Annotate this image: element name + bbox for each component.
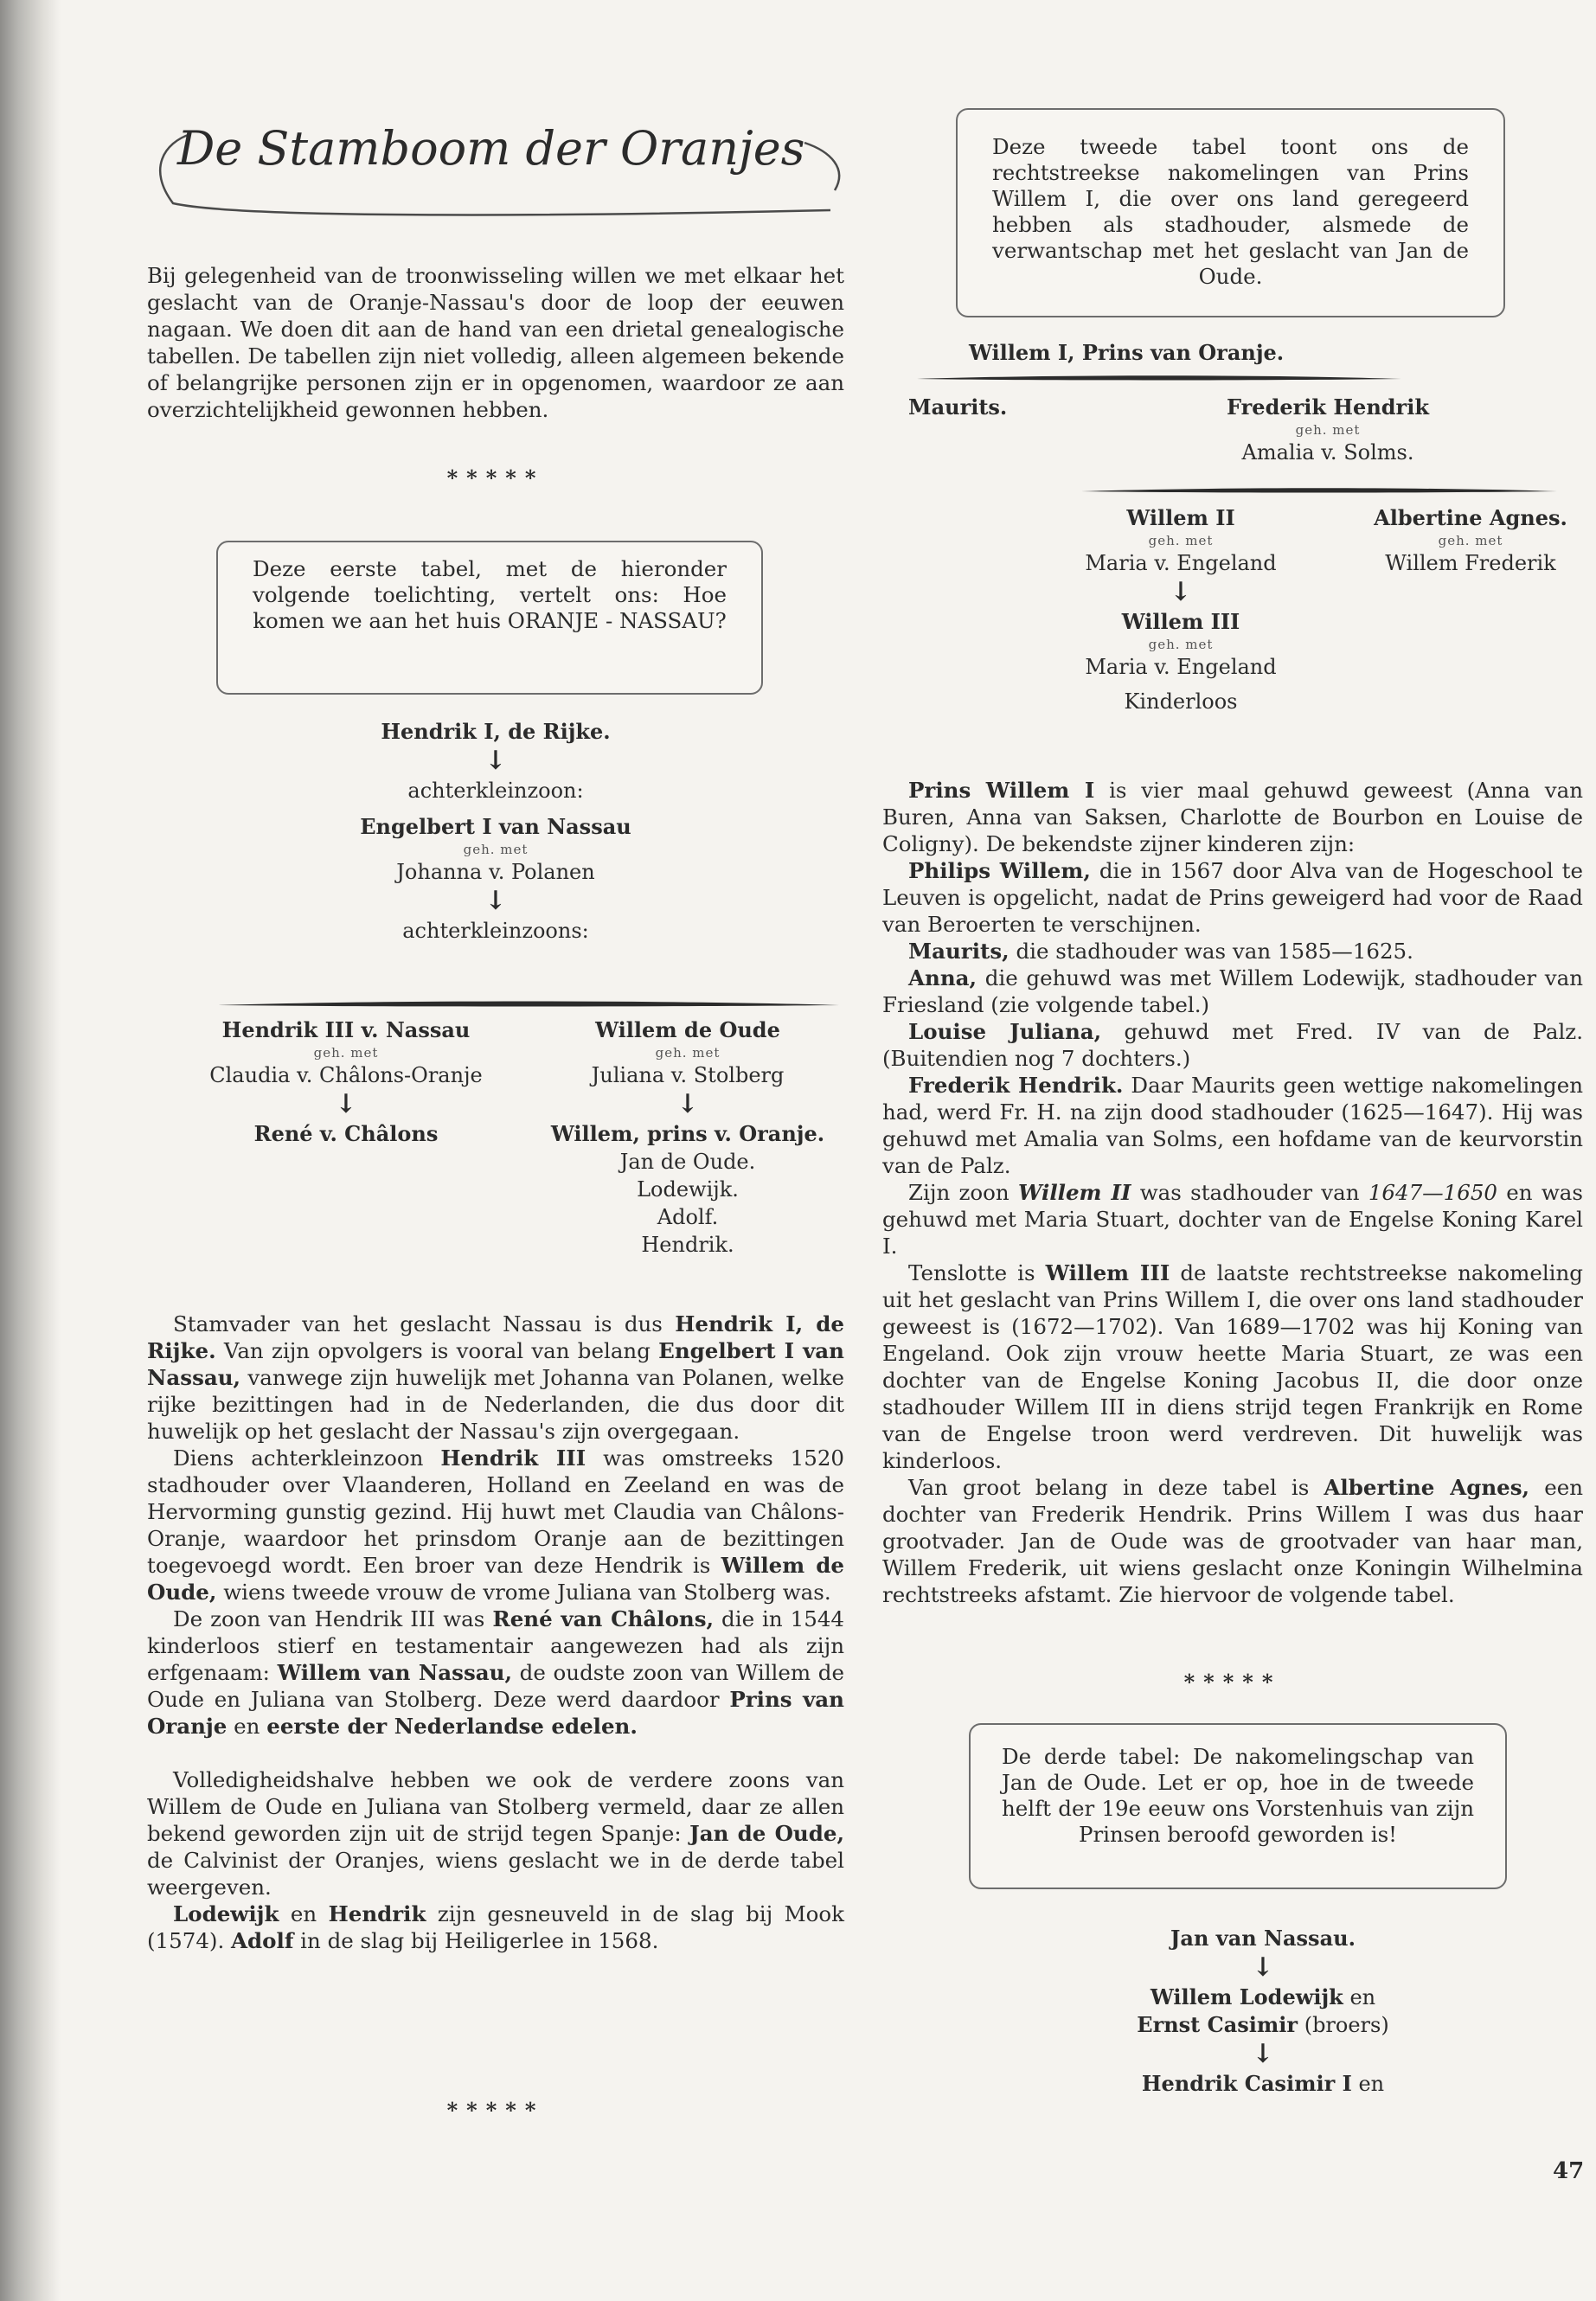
tree-table-1 — [147, 718, 844, 945]
kinderloos-label: Kinderloos — [1124, 689, 1238, 714]
right-body: Prins Willem I is vier maal gehuwd geweest (Anna van Buren, Anna van Saksen, Charlotte de Bourbon en Louise de Coligny). De bekendste zijner kinderen zijn: Philips Willem, die in 1567 door Alva van de Hogeschool te Leuven is opgelicht, nadat de Prins geweigerd had voor de Raad van Beroerten te verschijnen. Maurits, die stadhouder was van 1585—1625. Anna, die gehuwd was met Willem Lodewijk, stadhouder van Friesland (zie volgende tabel.) Louise Juliana, gehuwd met Fred. IV van de Palz. (Buitendien nog 7 dochters.) Frederik Hendrik. Daar Maurits geen wettige nakomelingen had, werd Fr. H. na zijn dood stadhouder (1625—1647). Hij was gehuwd met Amalia van Solms, een hofdame van de keurvorstin van de Palz. Zijn zoon Willem II was stadhouder van 1647—1650 en was gehuwd met Maria Stuart, dochter van de Engelse Koning Karel I. Tenslotte is Willem III de laatste rechtstreekse nakomeling uit het geslacht van Prins Willem I, die over ons land stadhouder geweest is (1672—1702). Van 1689—1702 was hij Koning van Engeland. Ook zijn vrouw heette Maria Stuart, ze was een dochter van de Engelse Koning Jacobus II, die door onze stadhouder Willem III in diens strijd tegen Frankrijk en Rome van de Engelse troon werd verdreven. Dit huwelijk was kinderloos. Van groot belang in deze tabel is Albertine Agnes, een dochter van Frederik Hendrik. Prins Willem I was dus haar grootvader. Jan de Oude was de grootvader van haar man, Willem Frederik, uit wiens geslacht onze Koningin Wilhelmina rechtstreeks afstamt. Zie hiervoor de volgende tabel. — [882, 778, 1584, 1607]
married-label: geh. met — [1148, 533, 1214, 548]
page-binding-shadow — [0, 0, 61, 2301]
left-body: Stamvader van het geslacht Nassau is dus Hendrik I, de Rijke. Van zijn opvolgers is vooral van belang Engelbert I van Nassau, vanwege zijn huwelijk met Johanna van Polanen, welke rijke bezittingen had in de Nederlanden, die dus door dit huwelijk op het geslacht der Nassau's zijn overgegaan. Diens achterkleinzoon Hendrik III was omstreeks 1520 stadhouder over Vlaanderen, Holland en Zeeland en was de Hervorming gunstig gezind. Hij huwt met Claudia van Châlons-Oranje, waardoor het prinsdom Oranje aan de bezittingen toegevoegd wordt. Een broer van deze Hendrik is Willem de Oude, wiens tweede vrouw de vrome Juliana van Stolberg was. De zoon van Hendrik III was René van Châlons, die in 1544 kinderloos stierf en testamentair aangewezen had als zijn erfgenaam: Willem van Nassau, de oudste zoon van Willem de Oude en Juliana van Stolberg. Deze werd daardoor Prins van Oranje en eerste der Nederlandse edelen. Volledigheidshalve hebben we ook de verdere zoons van Willem de Oude en Juliana van Stolberg vermeld, daar ze allen bekend geworden zijn uit de strijd tegen Spanje: Jan de Oude, de Calvinist der Oranjes, wiens geslacht we in de derde tabel weergeven. Lodewijk en Hendrik zijn gesneuveld in de slag bij Mook (1574). Adolf in de slag bij Heiligerlee in 1568. — [147, 1311, 844, 1953]
info-box-table-2: Deze tweede tabel toont ons de rechtstreekse nakomelingen van Prins Willem I, die over ons land geregeerd hebben als stadhouder, alsmede de verwantschap met het geslacht van Jan de Oude. — [956, 108, 1505, 317]
person-willem-prins: Willem, prins v. Oranje. — [550, 1121, 825, 1146]
tree-table-3 — [1099, 1925, 1427, 2098]
person-rene: René v. Châlons — [253, 1121, 439, 1146]
info-box-table-1: Deze eerste tabel, met de hieronder volgende toelichting, vertelt ons: Hoe komen we aan het huis ORANJE - NASSAU? — [216, 541, 763, 695]
conjunction: en — [1358, 2072, 1385, 2096]
person-frederik-hendrik: Frederik Hendrik — [1227, 394, 1429, 420]
broers-label: (broers) — [1304, 2013, 1389, 2037]
person-willem-2: Willem II — [1126, 505, 1235, 530]
spouse-johanna: Johanna v. Polanen — [396, 860, 595, 884]
arrow-down-icon: ↓ — [1252, 2039, 1274, 2069]
page-title: De Stamboom der Oranjes — [177, 121, 805, 176]
spouse-amalia: Amalia v. Solms. — [1241, 440, 1414, 465]
person-jan-nassau: Jan van Nassau. — [1170, 1926, 1356, 1951]
married-label: geh. met — [655, 1045, 721, 1061]
person-maurits: Maurits. — [908, 394, 1008, 420]
married-label: geh. met — [1438, 533, 1503, 548]
page-number: 47 — [1553, 2158, 1585, 2184]
conjunction: en — [1349, 1985, 1376, 2009]
relation-label: achterkleinzoon: — [407, 779, 584, 803]
separator: ***** — [446, 2098, 545, 2123]
arrow-down-icon: ↓ — [1252, 1952, 1274, 1983]
spouse-claudia: Claudia v. Châlons-Oranje — [209, 1063, 483, 1087]
arrow-down-icon: ↓ — [484, 746, 507, 776]
person-willem-3: Willem III — [1121, 609, 1240, 634]
married-label: geh. met — [313, 1045, 379, 1061]
person-albertine: Albertine Agnes. — [1374, 505, 1567, 530]
married-label: geh. met — [1295, 422, 1361, 438]
tree-branch-willem-oude — [523, 1016, 852, 1259]
tree-branch-albertine — [1354, 504, 1587, 577]
person-willem-lodewijk: Willem Lodewijk — [1150, 1984, 1343, 2009]
arrow-down-icon: ↓ — [1170, 577, 1192, 607]
spouse-willem-frederik: Willem Frederik — [1385, 551, 1556, 575]
separator: ***** — [446, 465, 545, 490]
person-engelbert: Engelbert I van Nassau — [360, 814, 631, 839]
arrow-down-icon: ↓ — [335, 1089, 357, 1119]
branch-swoosh — [917, 370, 1401, 386]
person-willem-oude: Willem de Oude — [595, 1017, 780, 1042]
child-hendrik: Hendrik. — [641, 1233, 734, 1257]
person-hendrik-1: Hendrik I, de Rijke. — [381, 719, 611, 744]
tree-branch-frederik — [1185, 394, 1471, 466]
relation-label: achterkleinzoons: — [402, 919, 589, 943]
child-adolf: Adolf. — [657, 1205, 719, 1229]
person-hendrik-casimir: Hendrik Casimir I — [1141, 2071, 1352, 2096]
child-lodewijk: Lodewijk. — [637, 1177, 739, 1202]
tree-branch-hendrik3 — [169, 1016, 523, 1148]
person-ernst-casimir: Ernst Casimir — [1137, 2012, 1298, 2037]
married-label: geh. met — [463, 842, 529, 857]
intro-paragraph: Bij gelegenheid van de troonwisseling willen we met elkaar het geslacht van de Oranje-Nassau's door de loop der eeuwen nagaan. We doen dit aan de hand van een drietal genealogische tabellen. De tabellen zijn niet volledig, alleen algemeen bekende of belangrijke personen zijn er in opgenomen, waardoor ze aan overzichtelijkheid gewonnen hebben. — [147, 263, 844, 422]
info-box-table-3: De derde tabel: De nakomelingschap van Jan de Oude. Let er op, hoe in de tweede helft der 19e eeuw ons Vorstenhuis van zijn Prinsen beroofd geworden is! — [969, 1723, 1507, 1889]
arrow-down-icon: ↓ — [484, 886, 507, 916]
spouse-maria-1: Maria v. Engeland — [1085, 551, 1277, 575]
branch-swoosh — [1081, 483, 1557, 498]
arrow-down-icon: ↓ — [676, 1089, 699, 1119]
spouse-juliana: Juliana v. Stolberg — [591, 1063, 785, 1087]
person-willem-1: Willem I, Prins van Oranje. — [969, 340, 1285, 365]
branch-swoosh — [216, 995, 839, 1012]
married-label: geh. met — [1148, 637, 1214, 652]
child-jan-oude: Jan de Oude. — [619, 1150, 756, 1174]
tree-branch-willem2 — [1034, 504, 1328, 715]
person-hendrik-3: Hendrik III v. Nassau — [221, 1017, 471, 1042]
spouse-maria-2: Maria v. Engeland — [1085, 655, 1277, 679]
separator: ***** — [1183, 1670, 1282, 1695]
